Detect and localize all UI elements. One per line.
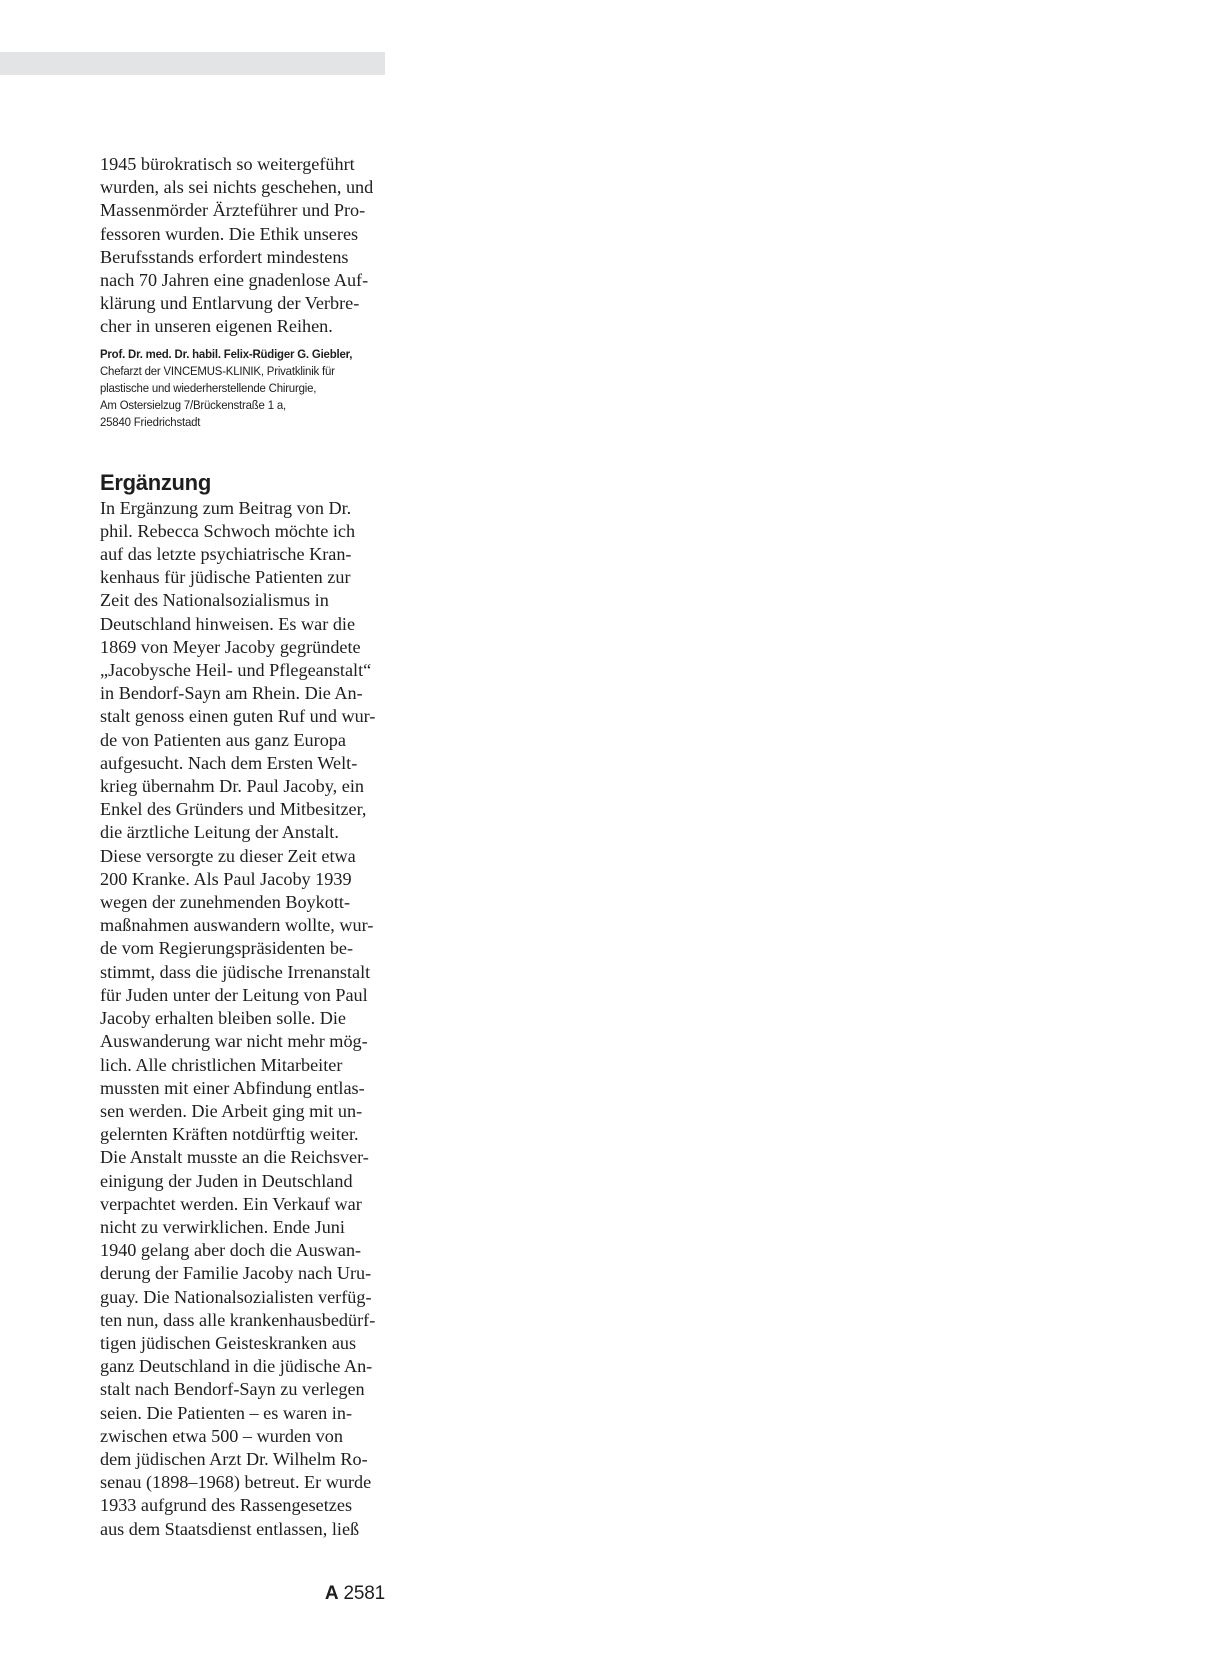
body-line: derung der Familie Jacoby nach Uru- bbox=[100, 1263, 372, 1284]
section-heading: Ergänzung bbox=[100, 469, 211, 495]
body-line: 1869 von Meyer Jacoby gegründete bbox=[100, 636, 361, 657]
body-line: nach 70 Jahren eine gnadenlose Auf- bbox=[100, 270, 369, 291]
body-line: 1933 aufgrund des Rassengesetzes bbox=[100, 1495, 353, 1516]
author-detail-line: Am Ostersielzug 7/Brückenstraße 1 a, bbox=[100, 397, 286, 412]
body-line: in Bendorf-Sayn am Rhein. Die An- bbox=[100, 683, 363, 704]
body-line: klärung und Entlarvung der Verbre- bbox=[100, 293, 360, 314]
body-line: Berufsstands erfordert mindestens bbox=[100, 246, 349, 267]
body-line: Auswanderung war nicht mehr mög- bbox=[100, 1031, 368, 1052]
body-line: krieg übernahm Dr. Paul Jacoby, ein bbox=[100, 776, 364, 797]
letter2-body bbox=[100, 497, 390, 1541]
body-line: Zeit des Nationalsozialismus in bbox=[100, 590, 329, 611]
body-line: Die Anstalt musste an die Reichsver- bbox=[100, 1147, 369, 1168]
body-line: seien. Die Patienten – es waren in- bbox=[100, 1402, 353, 1423]
body-line: senau (1898–1968) betreut. Er wurde bbox=[100, 1472, 372, 1493]
body-line: einigung der Juden in Deutschland bbox=[100, 1170, 353, 1191]
body-line: In Ergänzung zum Beitrag von Dr. bbox=[100, 497, 352, 518]
body-line: Deutschland hinweisen. Es war die bbox=[100, 613, 356, 634]
body-line: verpachtet werden. Ein Verkauf war bbox=[100, 1193, 362, 1214]
body-line: maßnahmen auswandern wollte, wur- bbox=[100, 915, 374, 936]
body-line: aus dem Staatsdienst entlassen, ließ bbox=[100, 1518, 360, 1539]
body-line: 200 Kranke. Als Paul Jacoby 1939 bbox=[100, 868, 352, 889]
page-number bbox=[325, 1583, 385, 1605]
body-line: Massenmörder Ärzteführer und Pro- bbox=[100, 200, 366, 221]
header-gray-bar bbox=[0, 52, 385, 75]
body-line: Jacoby erhalten bleiben solle. Die bbox=[100, 1008, 346, 1029]
body-line: aufgesucht. Nach dem Ersten Welt- bbox=[100, 752, 358, 773]
body-line: dem jüdischen Arzt Dr. Wilhelm Ro- bbox=[100, 1448, 368, 1469]
page-number-value: 2581 bbox=[343, 1583, 385, 1604]
author-name: Prof. Dr. med. Dr. habil. Felix-Rüdiger G. Giebler, bbox=[100, 346, 353, 361]
body-line: wurden, als sei nichts geschehen, und bbox=[100, 177, 374, 198]
author-detail-line: 25840 Friedrichstadt bbox=[100, 414, 201, 429]
body-line: ten nun, dass alle krankenhausbedürf- bbox=[100, 1309, 376, 1330]
author-detail-line: Chefarzt der VINCEMUS-KLINIK, Privatklinik für bbox=[100, 363, 335, 378]
body-line: ganz Deutschland in die jüdische An- bbox=[100, 1356, 373, 1377]
body-line: nicht zu verwirklichen. Ende Juni bbox=[100, 1216, 345, 1237]
body-line: die ärztliche Leitung der Anstalt. bbox=[100, 822, 339, 843]
body-line: stimmt, dass die jüdische Irrenanstalt bbox=[100, 961, 371, 982]
page-prefix: A bbox=[324, 1583, 339, 1604]
body-line: 1945 bürokratisch so weitergeführt bbox=[100, 154, 355, 174]
body-line: stalt genoss einen guten Ruf und wur- bbox=[100, 706, 376, 727]
body-line: „Jacobysche Heil- und Pflegeanstalt“ bbox=[100, 660, 372, 681]
body-line: cher in unseren eigenen Reihen. bbox=[100, 316, 333, 337]
author-detail-line: plastische und wiederherstellende Chirurgie, bbox=[100, 380, 317, 395]
body-line: de vom Regierungspräsidenten be- bbox=[100, 938, 354, 959]
body-line: sen werden. Die Arbeit ging mit un- bbox=[100, 1100, 363, 1121]
body-line: zwischen etwa 500 – wurden von bbox=[100, 1425, 343, 1446]
body-line: auf das letzte psychiatrische Kran- bbox=[100, 544, 352, 565]
body-line: phil. Rebecca Schwoch möchte ich bbox=[100, 520, 356, 541]
body-line: für Juden unter der Leitung von Paul bbox=[100, 984, 368, 1005]
body-line: lich. Alle christlichen Mitarbeiter bbox=[100, 1054, 343, 1075]
body-line: guay. Die Nationalsozialisten verfüg- bbox=[100, 1286, 372, 1307]
letter1-signature bbox=[100, 346, 367, 431]
body-line: stalt nach Bendorf-Sayn zu verlegen bbox=[100, 1379, 365, 1400]
body-line: gelernten Kräften notdürftig weiter. bbox=[100, 1124, 359, 1145]
body-line: mussten mit einer Abfindung entlas- bbox=[100, 1077, 365, 1098]
body-line: wegen der zunehmenden Boykott- bbox=[100, 892, 350, 913]
letters-column bbox=[100, 153, 390, 1541]
body-line: fessoren wurden. Die Ethik unseres bbox=[100, 223, 359, 244]
letter1-body bbox=[100, 153, 390, 339]
body-line: tigen jüdischen Geisteskranken aus bbox=[100, 1332, 357, 1353]
body-line: Diese versorgte zu dieser Zeit etwa bbox=[100, 845, 356, 866]
body-line: de von Patienten aus ganz Europa bbox=[100, 729, 346, 750]
author-details bbox=[100, 363, 367, 431]
body-line: 1940 gelang aber doch die Auswan- bbox=[100, 1240, 362, 1261]
body-line: Enkel des Gründers und Mitbesitzer, bbox=[100, 799, 367, 820]
body-line: kenhaus für jüdische Patienten zur bbox=[100, 567, 351, 588]
